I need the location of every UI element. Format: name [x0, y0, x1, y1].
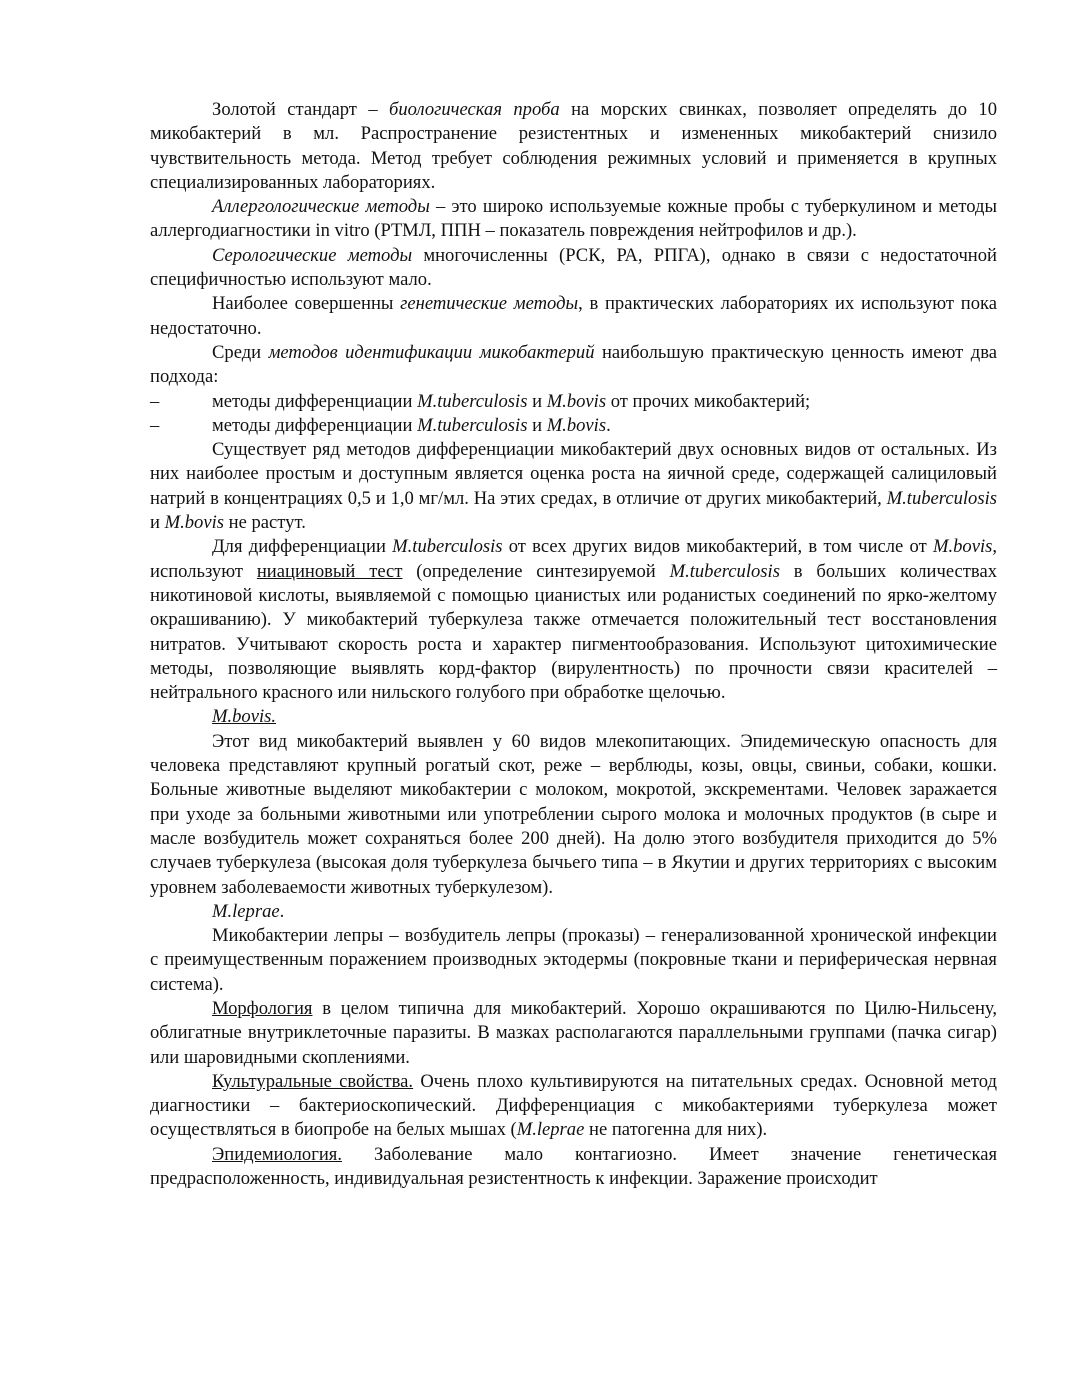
paragraph — [150, 900, 997, 924]
dash-bullet: – — [150, 414, 160, 436]
text-run: . — [606, 414, 611, 436]
paragraph — [150, 438, 997, 535]
text-run: методы дифференциации — [212, 390, 418, 412]
text-run: Эпидемиология. — [212, 1143, 343, 1165]
text-run: M.tuberculosis — [417, 390, 528, 412]
text-run: M.tuberculosis — [669, 560, 780, 582]
text-run: методы дифференциации — [212, 414, 418, 436]
text-run: M.leprae — [212, 900, 280, 922]
text-run: на морских свинках, позволяет определять до 10 микобактерий в мл. Распространение резистентных и измененных микобактерий снизило чувствительность метода. Метод требует соблюдения режимных условий и применяется в крупных специализированных лабораториях. — [150, 99, 997, 193]
text-run: Существует ряд методов дифференциации микобактерий двух основных видов от остальных. Из них наиболее простым и доступным является оценка роста на яичной среде, содержащей салициловый натрий в концентрациях 0,5 и 1,0 мг/мл. На этих средах, в отличие от других микобактерий, — [150, 439, 997, 509]
text-run: биологическая проба — [389, 99, 560, 120]
list-item — [150, 414, 997, 438]
list-item — [150, 390, 997, 414]
text-run: Заболевание мало контагиозно. Имеет значение генетическая предрасположенность, индивидуальная резистентность к инфекции. Заражение происходит — [150, 1143, 997, 1190]
text-run: Золотой стандарт – — [212, 99, 390, 120]
text-run: от всех других видов микобактерий, в том числе от — [502, 536, 933, 558]
text-run: (определение синтезируемой — [402, 560, 670, 582]
text-run: от прочих микобактерий; — [606, 390, 811, 412]
text-run: наибольшую практическую ценность имеют два подхода: — [150, 341, 997, 388]
text-run: M.tuberculosis — [392, 536, 503, 558]
text-run: M.bovis — [164, 512, 224, 534]
text-run: не растут. — [224, 512, 306, 534]
text-run: M.tuberculosis — [886, 487, 997, 509]
paragraph — [150, 292, 997, 341]
text-run: и — [527, 390, 547, 412]
text-run: M.bovis — [546, 414, 607, 436]
paragraph — [150, 341, 997, 390]
text-run: M.bovis — [932, 536, 993, 558]
text-run: M.bovis — [546, 390, 607, 412]
text-run: Микобактерии лепры – возбудитель лепры (проказы) – генерализованной хронической инфекции с преимущественным поражением производных эктодермы (покровные ткани и периферическая нервная система). — [150, 925, 997, 995]
paragraph — [150, 98, 997, 195]
text-run: M.bovis. — [212, 706, 277, 728]
text-run: . — [279, 900, 285, 922]
text-run: Серологические методы — [212, 244, 413, 266]
text-run: многочисленны (РСК, РА, РПГА), однако в связи с недостаточной специфичностью используют мало. — [150, 244, 997, 291]
text-run: Наиболее совершенны — [212, 293, 401, 315]
text-run: Этот вид микобактерий выявлен у 60 видов млекопитающих. Эпидемическую опасность для человека представляют крупный рогатый скот, реже – верблюды, козы, овцы, свиньи, собаки, кошки. Больные животные выделяют микобактерии с молоком, мокротой, экскрементами. Человек заражается при уходе за больными животными или употреблении сырого молока и молочных продуктов (в сыре и масле возбудитель может сохраняться более 200 дней). На долю этого возбудителя приходится до 5% случаев туберкулеза (высокая доля туберкулеза бычьего типа – в Якутии и других территориях с высоким уровнем заболеваемости животных туберкулезом). — [150, 730, 997, 898]
paragraph — [150, 705, 997, 729]
paragraph — [150, 1070, 997, 1143]
text-run: Морфология — [212, 997, 313, 1019]
text-run: и — [527, 414, 547, 436]
paragraph — [150, 924, 997, 997]
paragraph — [150, 195, 997, 244]
text-run: не патогенна для них). — [584, 1119, 768, 1141]
text-run: генетические методы — [400, 293, 579, 315]
underline-run — [212, 706, 276, 727]
document-page — [150, 98, 997, 1191]
list-item-text — [212, 414, 997, 438]
text-run: ниациновый тест — [256, 560, 403, 582]
paragraph — [150, 244, 997, 293]
paragraph — [150, 535, 997, 705]
text-run: , в практических лабораториях их используют пока недостаточно. — [150, 293, 998, 339]
text-run: и — [150, 512, 165, 534]
text-run: в больших количествах никотиновой кислоты, выявляемой с помощью цианистых или роданистых соединений по ярко-желтому окрашиванию). У микобактерий туберкулеза также отмечается положительный тест восстановления нитратов. Учитывают скорость роста и характер пигментообразования. Используют цитохимические методы, позволяющие выявлять корд-фактор (вирулентность) по прочности связи красителей – нейтрального красного или нильского голубого при обработке щелочью. — [150, 560, 998, 704]
text-run: Культуральные свойства. — [212, 1070, 414, 1092]
text-run: Среди — [212, 341, 269, 363]
paragraph — [150, 1143, 997, 1192]
paragraph — [150, 730, 997, 900]
list-item-text — [212, 390, 997, 414]
text-run: Очень плохо культивируются на питательных средах. Основной метод диагностики – бактериоскопический. Дифференциация с микобактериями туберкулеза может осуществляться в биопробе на белых мышах ( — [150, 1070, 997, 1141]
paragraph — [150, 997, 997, 1070]
text-run: методов идентификации микобактерий — [268, 341, 595, 363]
text-run: M.leprae — [516, 1119, 585, 1141]
text-run: , используют — [150, 536, 998, 582]
text-run: в целом типична для микобактерий. Хорошо окрашиваются по Цилю-Нильсену, облигатные внутриклеточные паразиты. В мазках располагаются параллельными группами (пачка сигар) или шаровидными скоплениями. — [150, 997, 997, 1068]
dash-bullet: – — [150, 390, 160, 412]
text-run: Для дифференциации — [212, 536, 393, 558]
text-run: Аллергологические методы — [212, 196, 430, 218]
text-run: M.tuberculosis — [417, 414, 528, 436]
text-run: – это широко используемые кожные пробы с туберкулином и методы аллергодиагностики in vitro (РТМЛ, ППН – показатель повреждения нейтрофилов и др.). — [150, 196, 998, 242]
